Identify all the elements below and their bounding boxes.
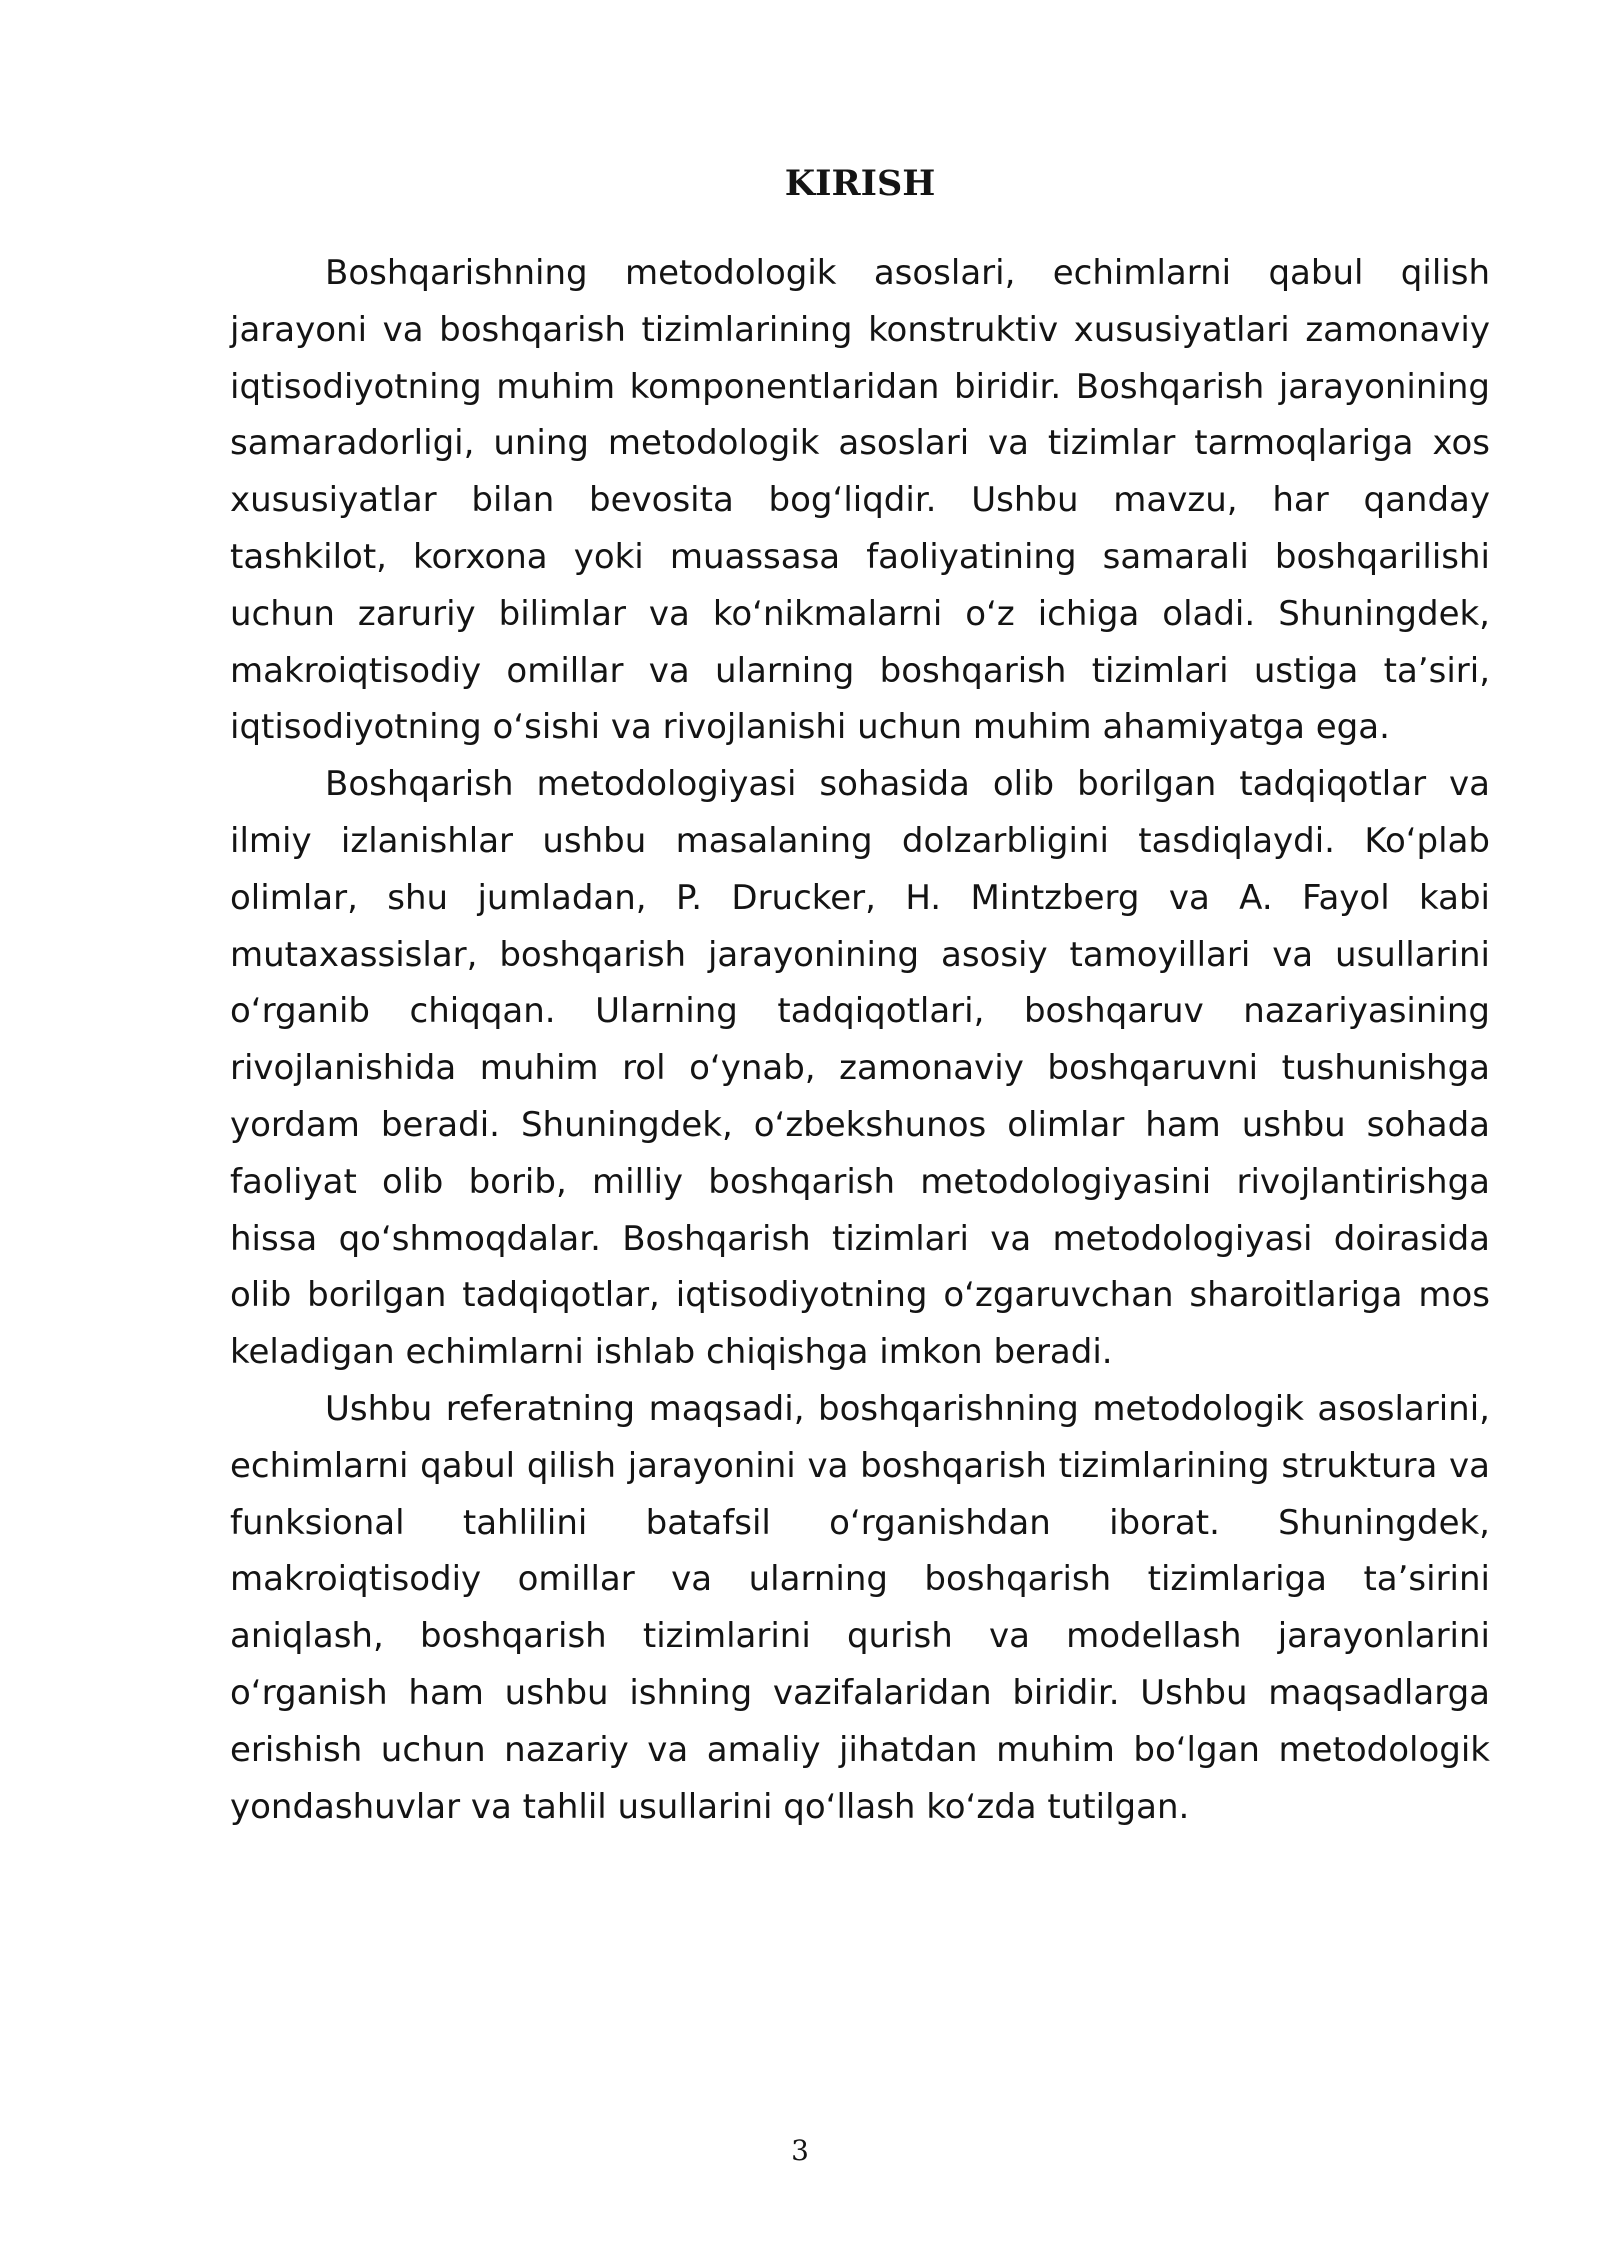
page-title: KIRISH	[784, 163, 936, 204]
paragraph-3: Ushbu referatning maqsadi, boshqarishning metodologik asoslarini, echimlarni qabul qilish jarayonini va boshqarish tizimlarining struktura va funksional tahlilini batafsil o‘rganishdan iborat. Shuningdek, makroiqtisodiy omillar va ularning boshqarish tizimlariga ta’sirini aniqlash, boshqarish tizimlarini qurish va modellash jarayonlarini o‘rganish ham ushbu ishning vazifalaridan biridir. Ushbu maqsadlarga erishish uchun nazariy va amaliy jihatdan muhim bo‘lgan metodologik yondashuvlar va tahlil usullarini qo‘llash ko‘zda tutilgan.	[230, 1388, 1490, 1827]
page-number: 3	[791, 2134, 809, 2167]
paragraph-2: Boshqarish metodologiyasi sohasida olib borilgan tadqiqotlar va ilmiy izlanishlar ushbu masalaning dolzarbligini tasdiqlaydi. Ko‘plab olimlar, shu jumladan, P. Drucker, H. Mintzberg va A. Fayol kabi mutaxassislar, boshqarish jarayonining asosiy tamoyillari va usullarini o‘rganib chiqqan. Ularning tadqiqotlari, boshqaruv nazariyasining rivojlanishida muhim rol o‘ynab, zamonaviy boshqaruvni tushunishga yordam beradi. Shuningdek, o‘zbekshunos olimlar ham ushbu sohada faoliyat olib borib, milliy boshqarish metodologiyasini rivojlantirishga hissa qo‘shmoqdalar. Boshqarish tizimlari va metodologiyasi doirasida olib borilgan tadqiqotlar, iqtisodiyotning o‘zgaruvchan sharoitlariga mos keladigan echimlarni ishlab chiqishga imkon beradi.	[230, 764, 1490, 1373]
body-text	[230, 245, 1490, 1835]
paragraph-1: Boshqarishning metodologik asoslari, echimlarni qabul qilish jarayoni va boshqarish tizimlarining konstruktiv xususiyatlari zamonaviy iqtisodiyotning muhim komponentlaridan biridir. Boshqarish jarayonining samaradorligi, uning metodologik asoslari va tizimlar tarmoqlariga xos xususiyatlar bilan bevosita bog‘liqdir. Ushbu mavzu, har qanday tashkilot, korxona yoki muassasa faoliyatining samarali boshqarilishi uchun zaruriy bilimlar va ko‘nikmalarni o‘z ichiga oladi. Shuningdek, makroiqtisodiy omillar va ularning boshqarish tizimlari ustiga ta’siri, iqtisodiyotning o‘sishi va rivojlanishi uchun muhim ahamiyatga ega.	[230, 253, 1490, 748]
